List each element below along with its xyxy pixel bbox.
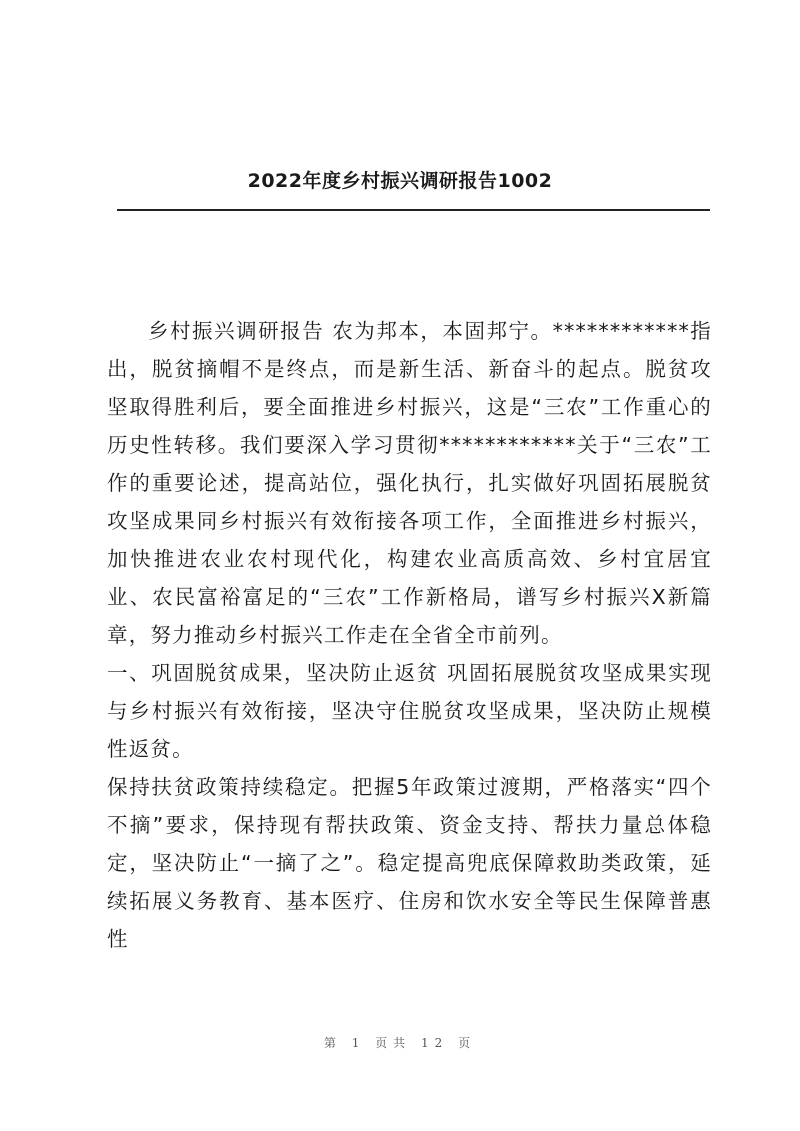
document-title: 2022年度乡村振兴调研报告1002 [247, 170, 553, 192]
footer-prefix: 第 [323, 1036, 342, 1050]
footer-middle: 页共 [375, 1036, 412, 1050]
footer-page-number: 1 [351, 1036, 366, 1050]
footer-suffix: 页 [458, 1036, 477, 1050]
page-footer [0, 1034, 800, 1051]
title-underline [117, 209, 710, 211]
document-body [107, 312, 712, 958]
paragraph-intro: 乡村振兴调研报告 农为邦本，本固邦宁。************指出，脱贫摘帽不是终点，而是新生活、新奋斗的起点。脱贫攻坚取得胜利后，要全面推进乡村振兴，这是“三农”工作重心的历史性转移。我们要深入学习贯彻************关于“三农”工作的重要论述，提高站位，强化执行，扎实做好巩固拓展脱贫攻坚成果同乡村振兴有效衔接各项工作，全面推进乡村振兴，加快推进农业农村现代化，构建农业高质高效、乡村宜居宜业、农民富裕富足的“三农”工作新格局，谱写乡村振兴X新篇章，努力推动乡村振兴工作走在全省全市前列。 [107, 319, 712, 647]
paragraph-section-1: 一、巩固脱贫成果，坚决防止返贫 巩固拓展脱贫攻坚成果实现与乡村振兴有效衔接，坚决守住脱贫攻坚成果，坚决防止规模性返贫。 [107, 661, 712, 761]
footer-total-pages: 12 [421, 1036, 449, 1050]
paragraph-policy: 保持扶贫政策持续稳定。把握5年政策过渡期，严格落实“四个不摘”要求，保持现有帮扶政策、资金支持、帮扶力量总体稳定，坚决防止“一摘了之”。稳定提高兜底保障救助类政策，延续拓展义务教育、基本医疗、住房和饮水安全等民生保障普惠性 [107, 775, 712, 951]
